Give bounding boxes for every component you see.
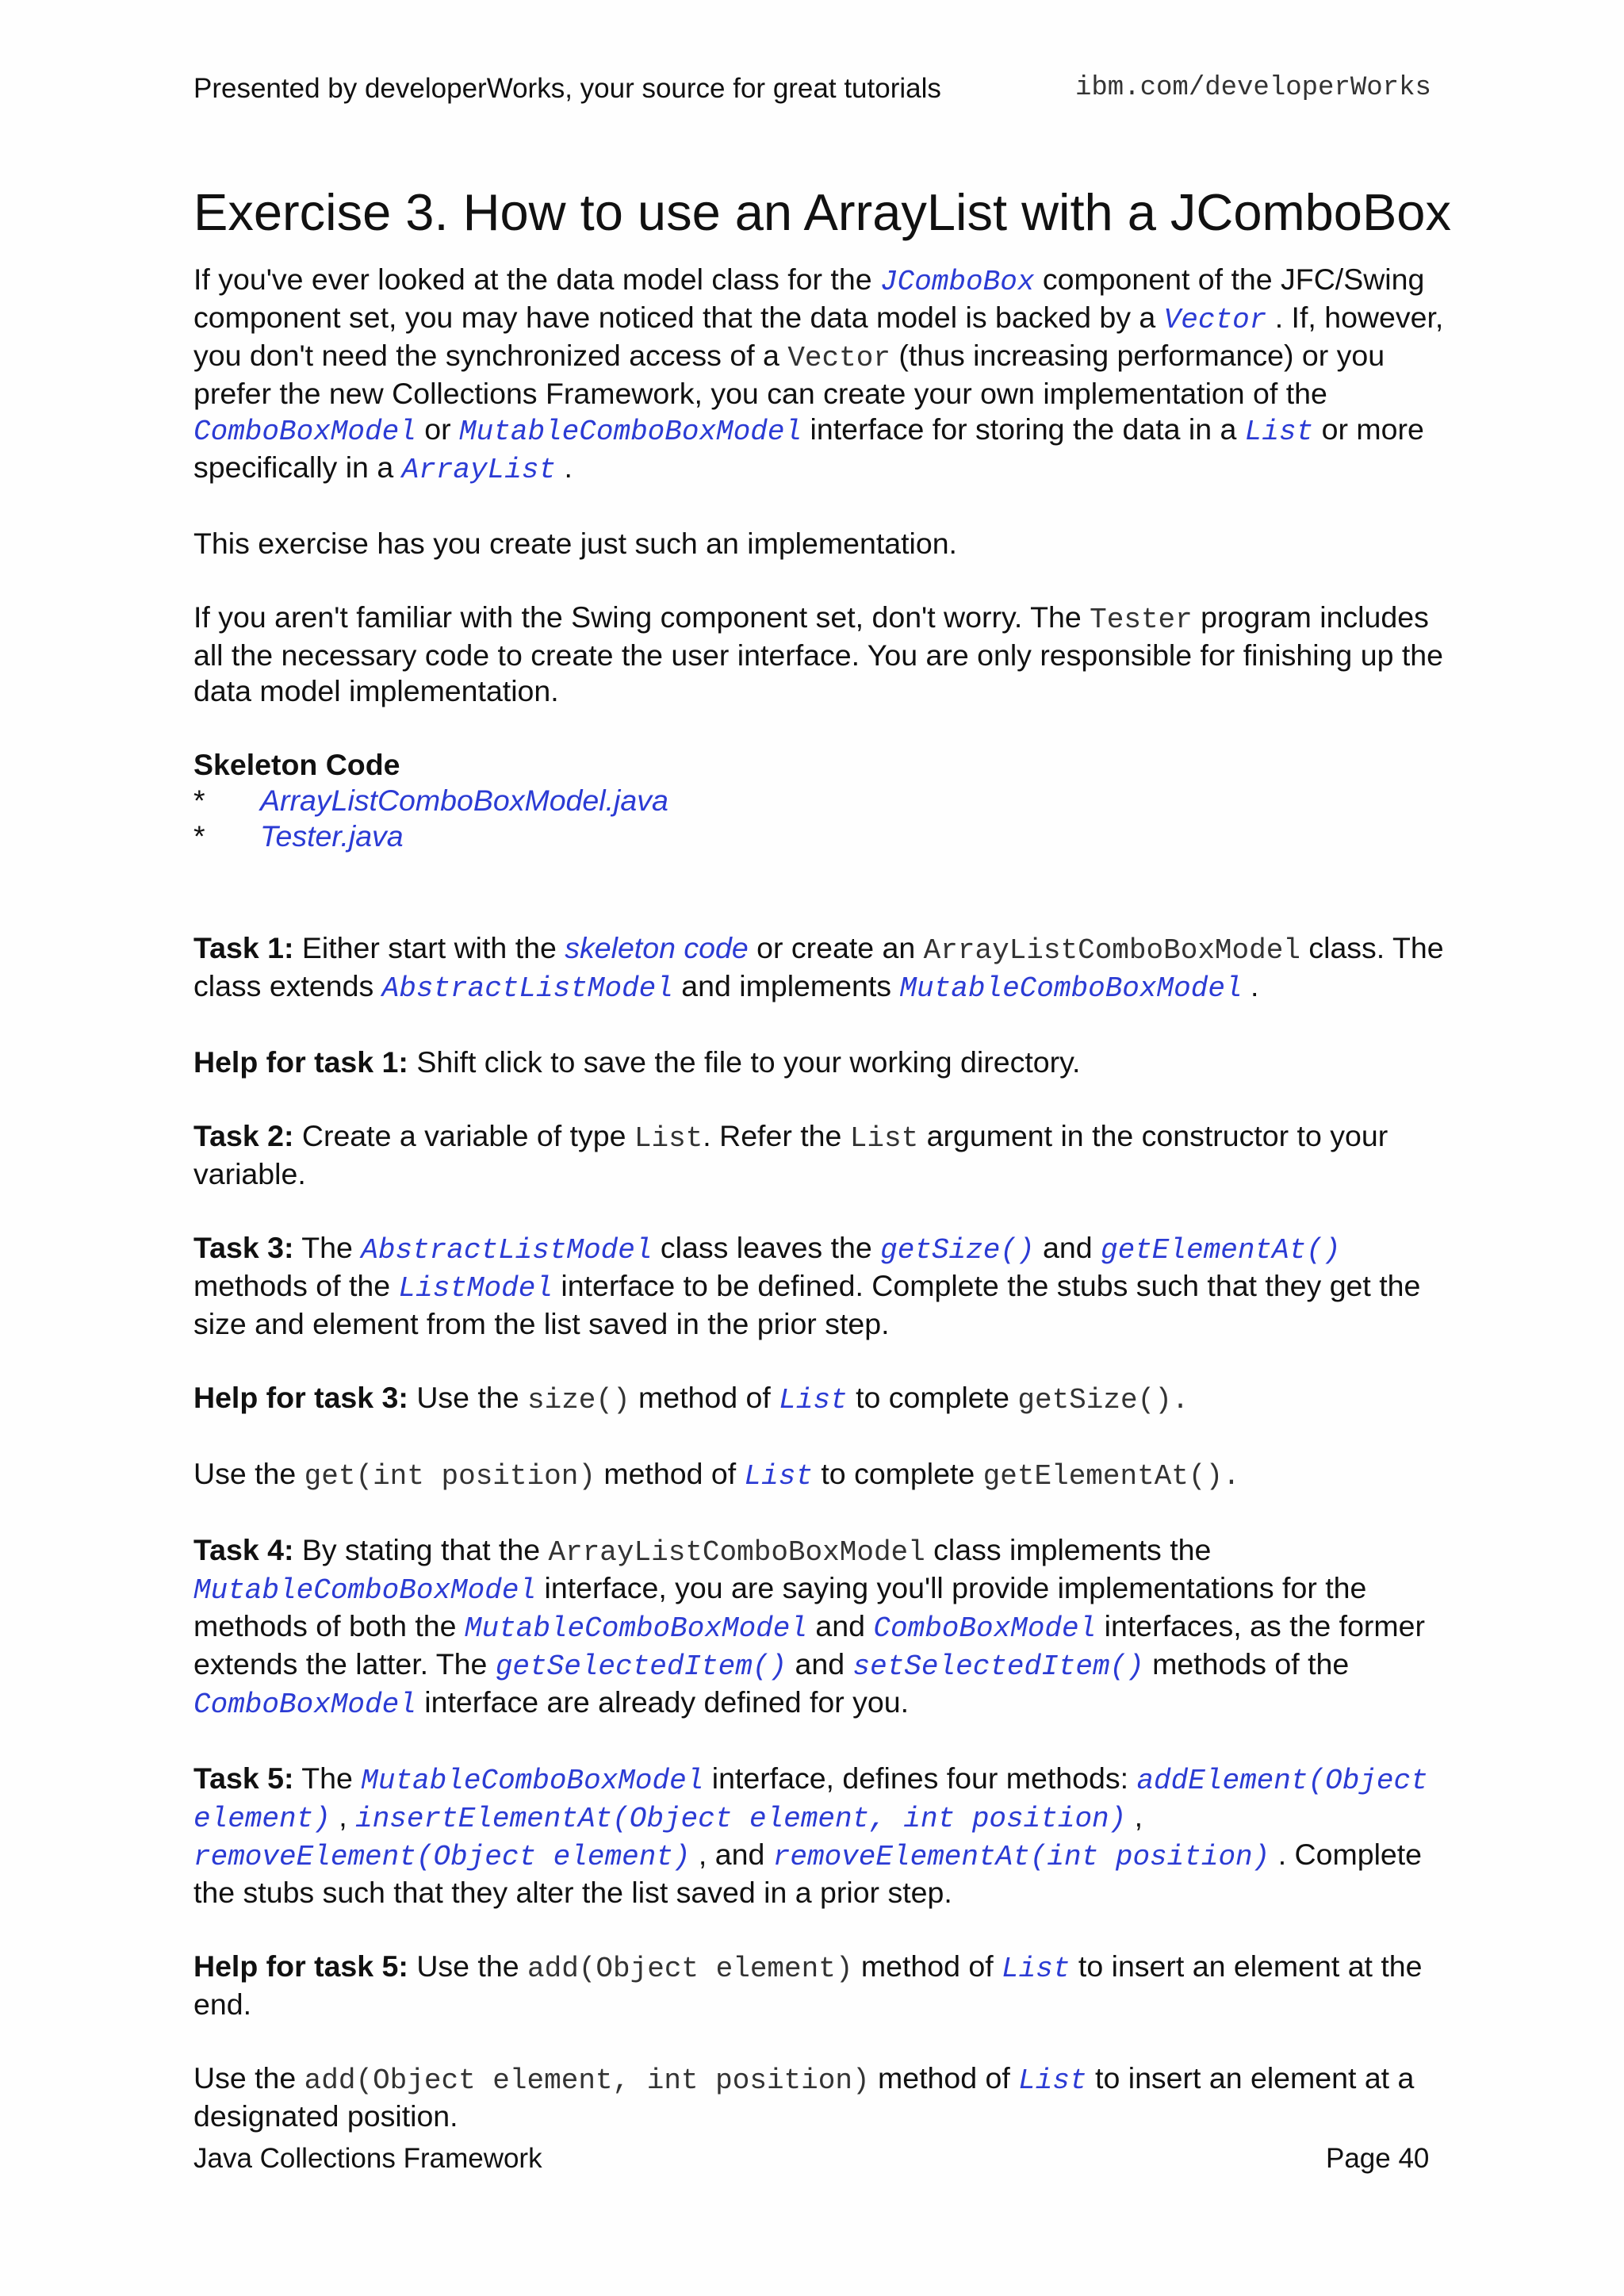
task1-label: Task 1: [193, 931, 294, 964]
getelementat-link[interactable]: getElementAt() [1100, 1234, 1341, 1267]
removeelementat-link[interactable]: removeElementAt(int position) [772, 1841, 1270, 1873]
mutablecomboboxmodel-link[interactable]: MutableComboBoxModel [193, 1574, 537, 1607]
help1-label: Help for task 1: [193, 1045, 408, 1079]
comboboxmodel-link[interactable]: ComboBoxModel [873, 1612, 1097, 1645]
swing-text: If you aren't familiar with the Swing component set, don't worry. The [193, 600, 1090, 634]
help3b-paragraph [193, 1456, 1446, 1494]
task2-text: . Refer the [703, 1119, 850, 1152]
list-code: List [849, 1122, 919, 1155]
help3-label: Help for task 3: [193, 1381, 408, 1414]
add-code: add(Object element) [527, 1953, 853, 1985]
getsize-code: getSize(). [1017, 1384, 1189, 1416]
task3-text: methods of the [193, 1269, 399, 1302]
task3-paragraph [193, 1230, 1446, 1342]
task2-paragraph [193, 1118, 1446, 1192]
task3-text: interface to be defined. Complete the stubs such that they get the size and element from the list saved in the prior step. [193, 1269, 1421, 1340]
help5b-text: method of [869, 2061, 1019, 2095]
task4-text: class implements the [925, 1533, 1212, 1566]
list-item [193, 783, 1446, 818]
task1-text: and implements [672, 969, 900, 1002]
task1-text: Either start with the [293, 931, 565, 964]
arraylist-link[interactable]: ArrayList [401, 454, 557, 486]
task5-text: , and [690, 1838, 773, 1871]
list-code: List [634, 1122, 703, 1155]
getelementat-code: getElementAt(). [982, 1460, 1240, 1493]
get-code: get(int position) [304, 1460, 596, 1493]
help5-text: method of [852, 1949, 1002, 1983]
task2-text: argument in the constructor to your variable. [193, 1119, 1388, 1190]
removeelement-link[interactable]: removeElement(Object element) [193, 1841, 691, 1873]
task4-text: By stating that the [293, 1533, 549, 1566]
task1-text: or create an [748, 931, 924, 964]
insertelementat-link[interactable]: insertElementAt(Object element, int position) [355, 1803, 1127, 1835]
task3-text: class leaves the [652, 1231, 881, 1264]
help5b-text: Use the [193, 2061, 304, 2095]
help5-label: Help for task 5: [193, 1949, 408, 1983]
intro-paragraph [193, 262, 1446, 488]
getsize-link[interactable]: getSize() [880, 1234, 1035, 1267]
task3-label: Task 3: [193, 1231, 294, 1264]
task5-text: , [1126, 1800, 1143, 1833]
abstractlistmodel-link[interactable]: AbstractListModel [361, 1234, 653, 1267]
jcombobox-link[interactable]: JComboBox [879, 266, 1035, 298]
comboboxmodel-link[interactable]: ComboBoxModel [193, 416, 416, 448]
intro-text: component of the JFC/Swing component set, you may have noticed that the data model is backed by a [193, 263, 1425, 334]
task3-text: The [293, 1231, 362, 1264]
task5-text: . Complete the stubs such that they alter the list saved in a prior step. [193, 1838, 1423, 1909]
arraylistcomboboxmodel-java-link[interactable]: ArrayListComboBoxModel.java [260, 784, 668, 817]
page-number: Page 40 [1326, 2143, 1430, 2174]
setselecteditem-link[interactable]: setSelectedItem() [852, 1650, 1144, 1683]
task4-text: interface, you are saying you'll provide implementations for the methods of both the [193, 1571, 1367, 1642]
mutablecomboboxmodel-link[interactable]: MutableComboBoxModel [459, 416, 802, 448]
task4-text: interfaces, as the former extends the latter. The [193, 1609, 1426, 1681]
arraylistcomboboxmodel-code: ArrayListComboBoxModel [548, 1536, 925, 1569]
skeleton-code-link[interactable]: skeleton code [565, 931, 749, 964]
task5-paragraph [193, 1761, 1446, 1911]
task1-paragraph [193, 930, 1446, 1006]
help3-text: to complete [847, 1381, 1018, 1414]
arraylistcomboboxmodel-code: ArrayListComboBoxModel [923, 934, 1300, 967]
help3b-text: Use the [193, 1457, 304, 1490]
help1-paragraph [193, 1045, 1446, 1080]
listmodel-link[interactable]: ListModel [398, 1272, 553, 1305]
page-title: Exercise 3. How to use an ArrayList with a JComboBox [193, 183, 1451, 241]
help5b-paragraph [193, 2060, 1446, 2134]
list-link[interactable]: List [1018, 2064, 1087, 2097]
skeleton-heading: Skeleton Code [193, 748, 400, 781]
help5-paragraph [193, 1949, 1446, 2022]
help3b-text: method of [595, 1457, 745, 1490]
task3-text: and [1034, 1231, 1101, 1264]
intro-text: interface for storing the data in a [802, 412, 1245, 446]
bullet: * [193, 819, 205, 853]
task4-text: and [806, 1609, 874, 1642]
skeleton-code-section [193, 747, 1446, 854]
list-link[interactable]: List [1244, 416, 1314, 448]
task1-text: class. The class extends [193, 931, 1444, 1002]
task5-label: Task 5: [193, 1761, 294, 1795]
task5-text: , [330, 1800, 356, 1833]
intro-text: . [556, 450, 573, 484]
mutablecomboboxmodel-link[interactable]: MutableComboBoxModel [899, 972, 1243, 1005]
task4-paragraph [193, 1532, 1446, 1723]
help5-text: Use the [408, 1949, 527, 1983]
task5-text: interface, defines four methods: [703, 1761, 1137, 1795]
getselecteditem-link[interactable]: getSelectedItem() [495, 1650, 787, 1683]
addelement-link[interactable]: addElement(Object element) [193, 1765, 1428, 1835]
list-item [193, 818, 1446, 854]
bullet: * [193, 784, 205, 817]
intro-text: (thus increasing performance) or you prefer the new Collections Framework, you can create your own implementation of the [193, 339, 1385, 410]
task4-label: Task 4: [193, 1533, 294, 1566]
task4-text: methods of the [1143, 1647, 1350, 1681]
task4-text: interface are already defined for you. [416, 1685, 910, 1719]
list-link[interactable]: List [779, 1384, 848, 1416]
swing-paragraph [193, 600, 1446, 709]
task5-text: The [293, 1761, 362, 1795]
vector-code: Vector [787, 342, 891, 374]
intro-text: or [416, 412, 460, 446]
task4-text: and [787, 1647, 853, 1681]
task2-text: Create a variable of type [293, 1119, 634, 1152]
list-link[interactable]: List [744, 1460, 813, 1493]
mutablecomboboxmodel-link[interactable]: MutableComboBoxModel [361, 1765, 704, 1797]
add-position-code: add(Object element, int position) [304, 2064, 870, 2097]
swing-text: program includes all the necessary code to create the user interface. You are only responsible for finishing up the data model implementation. [193, 600, 1443, 707]
help3-text: method of [630, 1381, 779, 1414]
tester-code: Tester [1090, 604, 1193, 636]
task2-label: Task 2: [193, 1119, 294, 1152]
footer-doc-title: Java Collections Framework [193, 2143, 542, 2174]
header-site-url: ibm.com/developerWorks [1075, 73, 1431, 103]
comboboxmodel-link[interactable]: ComboBoxModel [193, 1688, 416, 1721]
help3b-text: to complete [812, 1457, 983, 1490]
size-code: size() [527, 1384, 630, 1416]
intro-text: or more specifically in a [193, 412, 1424, 484]
list-link[interactable]: List [1002, 1953, 1071, 1985]
abstractlistmodel-link[interactable]: AbstractListModel [381, 972, 673, 1005]
help1-text: Shift click to save the file to your working directory. [408, 1045, 1081, 1079]
header-tagline: Presented by developerWorks, your source for great tutorials [193, 73, 941, 104]
task1-text: . [1242, 969, 1259, 1002]
main-content [193, 262, 1446, 2172]
vector-link[interactable]: Vector [1163, 304, 1267, 336]
help5b-text: to insert an element at a designated position. [193, 2061, 1415, 2133]
help5-text: to insert an element at the end. [193, 1949, 1423, 2021]
mutablecomboboxmodel-link[interactable]: MutableComboBoxModel [464, 1612, 807, 1645]
exercise-paragraph: This exercise has you create just such an implementation. [193, 527, 957, 560]
tester-java-link[interactable]: Tester.java [260, 819, 404, 853]
intro-text: . If, however, you don't need the synchronized access of a [193, 301, 1444, 372]
help3-paragraph [193, 1380, 1446, 1418]
help3-text: Use the [408, 1381, 527, 1414]
intro-text: If you've ever looked at the data model class for the [193, 263, 880, 296]
